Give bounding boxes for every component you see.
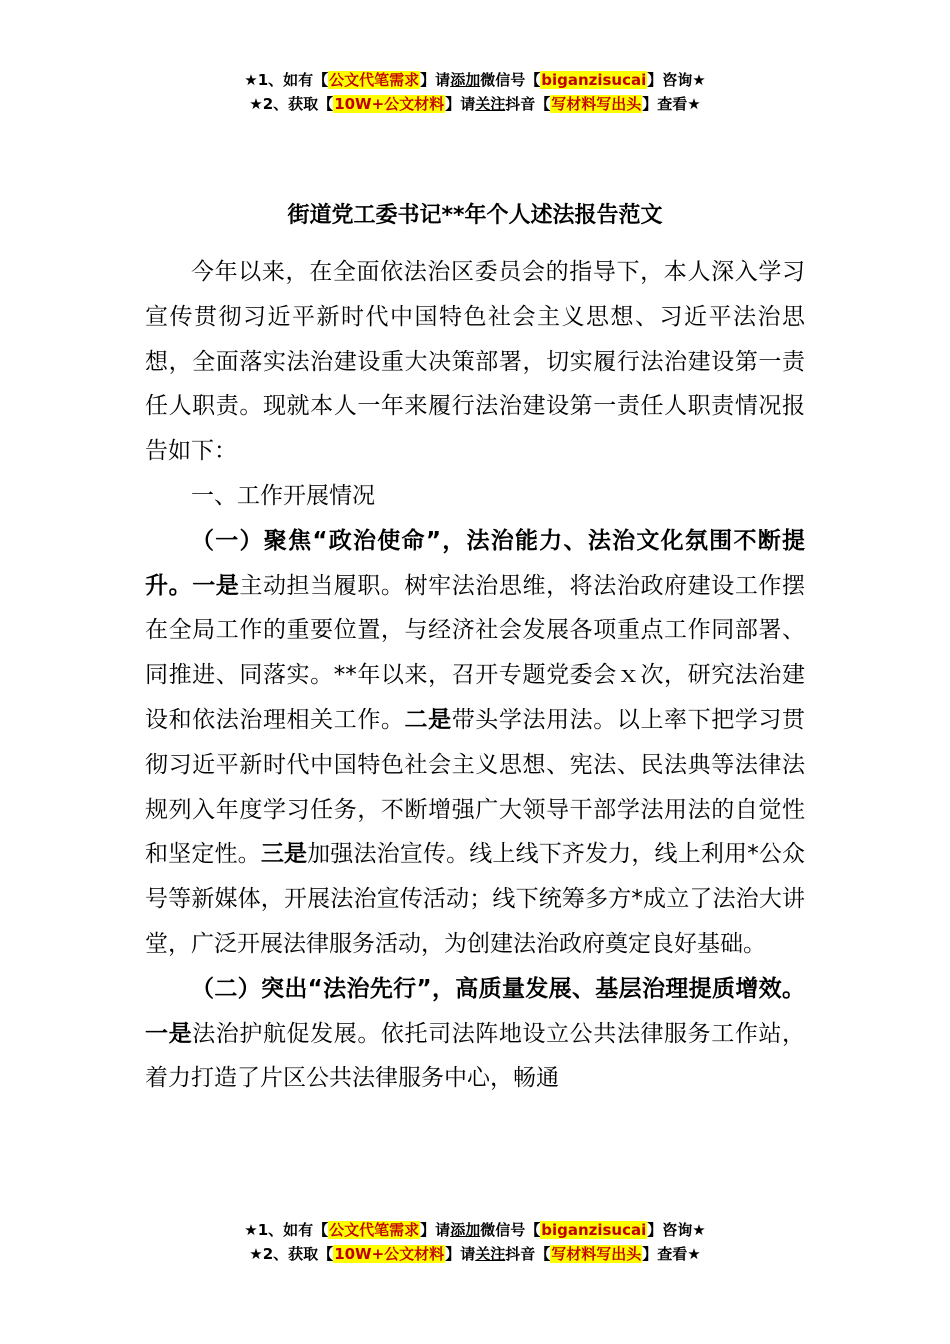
banner-highlight-douyin: 写材料写出头 (551, 1245, 642, 1263)
banner-line-1-bottom: ★1、如有【公文代笔需求】请添加微信号【biganzisucai】咨询★ (244, 1221, 706, 1239)
intro-paragraph: 今年以来，在全面依法治区委员会的指导下，本人深入学习宣传贯彻习近平新时代中国特色社会主义思想、习近平法治思想，全面落实法治建设重大决策部署，切实履行法治建设第一责任人职责。现就本人一年来履行法治建设第一责任人职责情况报告如下： (145, 259, 805, 465)
paragraph-2: （二）突出“法治先行”，高质量发展、基层治理提质增效。一是法治护航促发展。依托司法阵地设立公共法律服务工作站，着力打造了片区公共法律服务中心，畅通 (145, 975, 806, 1092)
paragraph-2-lead: （二）突出“法治先行”，高质量发展、基层治理提质增效。 (191, 975, 805, 1002)
section-heading-1: 一、工作开展情况 (191, 482, 375, 509)
banner-highlight-service: 公文代笔需求 (329, 71, 420, 89)
top-banner (0, 68, 950, 116)
banner-line-2-bottom: ★2、获取【10W+公文材料】请关注抖音【写材料写出头】查看★ (249, 1245, 701, 1263)
document-title: 街道党工委书记**年个人述法报告范文 (287, 203, 663, 228)
banner-highlight-wechat: biganzisucai (541, 1221, 647, 1239)
banner-highlight-materials: 10W+公文材料 (334, 95, 445, 113)
document-body (145, 250, 805, 1101)
banner-highlight-materials: 10W+公文材料 (334, 1245, 445, 1263)
banner-highlight-wechat: biganzisucai (541, 71, 647, 89)
banner-highlight-service: 公文代笔需求 (329, 1221, 420, 1239)
paragraph-1-lead: （一）聚焦“政治使命”，法治能力、法治文化氛围不断提升。 (145, 527, 805, 599)
banner-line-1: ★1、如有【公文代笔需求】请添加微信号【biganzisucai】咨询★ (244, 71, 706, 89)
paragraph-1: （一）聚焦“政治使命”，法治能力、法治文化氛围不断提升。一是主动担当履职。树牢法治思维，将法治政府建设工作摆在全局工作的重要位置，与经济社会发展各项重点工作同部署、同推进、同落实。**年以来，召开专题党委会ｘ次，研究法治建设和依法治理相关工作。二是带头学法用法。以上率下把学习贯彻习近平新时代中国特色社会主义思想、宪法、民法典等法律法规列入年度学习任务，不断增强广大领导干部学法用法的自觉性和坚定性。三是加强法治宣传。线上线下齐发力，线上利用*公众号等新媒体，开展法治宣传活动；线下统筹多方*成立了法治大讲堂，广泛开展法律服务活动，为创建法治政府奠定良好基础。 (145, 527, 806, 957)
bottom-banner (0, 1218, 950, 1266)
banner-highlight-douyin: 写材料写出头 (551, 95, 642, 113)
banner-line-2: ★2、获取【10W+公文材料】请关注抖音【写材料写出头】查看★ (249, 95, 701, 113)
